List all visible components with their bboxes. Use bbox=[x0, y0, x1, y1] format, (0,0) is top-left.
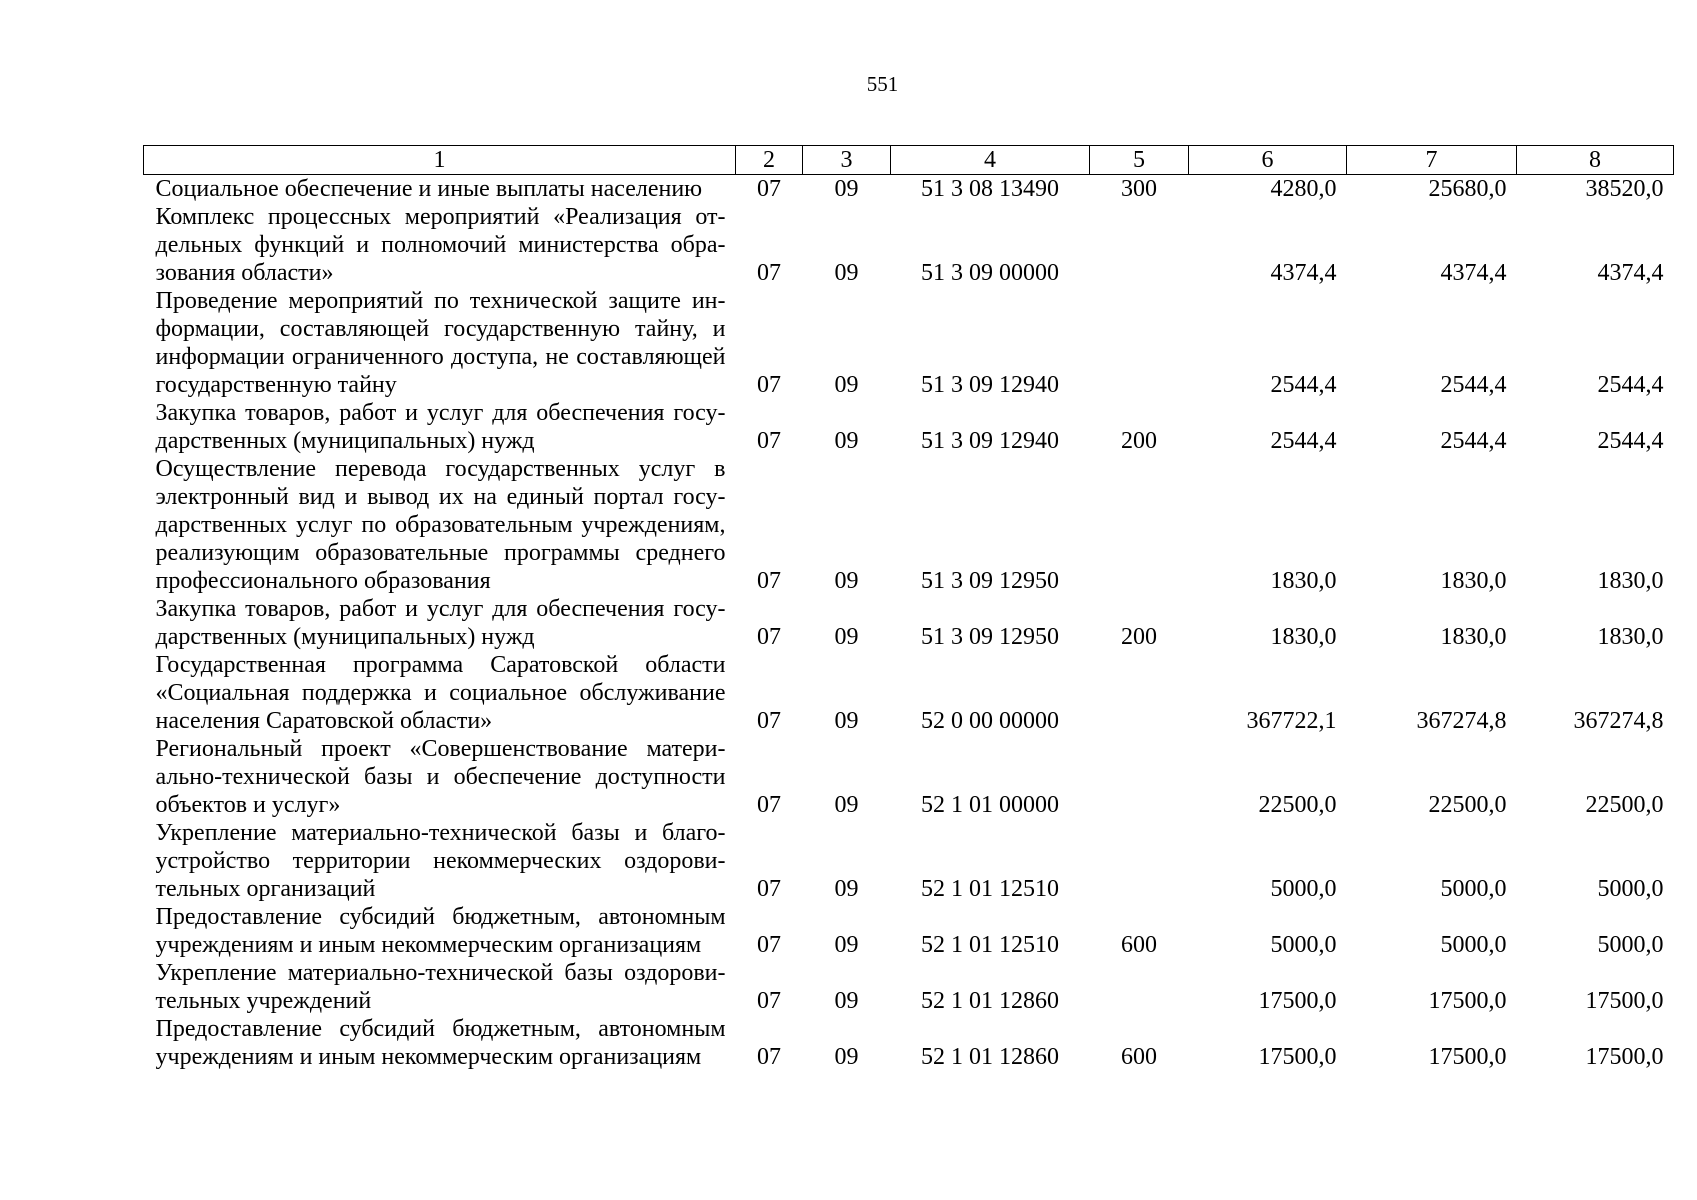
amount-year-3: 1830,0 bbox=[1597, 568, 1664, 594]
amount-year-1: 17500,0 bbox=[1258, 1044, 1337, 1070]
column-header-3: 3 bbox=[803, 146, 891, 175]
header-row bbox=[144, 146, 1674, 175]
subsection-code: 09 bbox=[834, 176, 859, 202]
expense-type-code: 300 bbox=[1121, 176, 1157, 202]
item-name-line: Проведение мероприятий по технической защите ин- bbox=[155, 288, 726, 314]
item-name-line: Комплекс процессных мероприятий «Реализация от- bbox=[155, 204, 726, 230]
item-name bbox=[144, 203, 736, 287]
subsection-code: 09 bbox=[834, 568, 859, 594]
amount-year-1: 22500,0 bbox=[1258, 792, 1337, 818]
amount-year-2: 4374,4 bbox=[1440, 260, 1507, 286]
budget-table bbox=[143, 145, 1674, 1071]
column-header-8: 8 bbox=[1517, 146, 1674, 175]
amount-year-1: 5000,0 bbox=[1270, 932, 1337, 958]
target-article-code: 51 3 09 00000 bbox=[921, 260, 1059, 286]
item-name-line: учреждениям и иным некоммерческим организациям bbox=[155, 932, 702, 958]
item-name-line: реализующим образовательные программы среднего bbox=[155, 540, 726, 566]
amount-year-3: 4374,4 bbox=[1597, 260, 1664, 286]
section-code: 07 bbox=[757, 568, 781, 594]
amount-year-1: 5000,0 bbox=[1270, 876, 1337, 902]
section-code: 07 bbox=[757, 260, 781, 286]
column-header-6: 6 bbox=[1189, 146, 1347, 175]
amount-year-1: 367722,1 bbox=[1246, 708, 1337, 734]
item-name bbox=[144, 819, 736, 903]
item-name-line: населения Саратовской области» bbox=[155, 708, 493, 734]
item-name-line: тельных организаций bbox=[155, 876, 376, 902]
amount-year-2: 22500,0 bbox=[1428, 792, 1507, 818]
amount-year-2: 5000,0 bbox=[1440, 876, 1507, 902]
table-row bbox=[144, 959, 1674, 1015]
column-header-1: 1 bbox=[144, 146, 736, 175]
item-name-line: дарственных услуг по образовательным учреждениям, bbox=[155, 512, 726, 538]
column-header-7: 7 bbox=[1347, 146, 1517, 175]
subsection-code: 09 bbox=[834, 428, 859, 454]
table-row bbox=[144, 455, 1674, 595]
table-row bbox=[144, 595, 1674, 651]
expense-type-code bbox=[1090, 651, 1189, 735]
item-name bbox=[144, 287, 736, 399]
expense-type-code: 600 bbox=[1121, 1044, 1157, 1070]
amount-year-1: 2544,4 bbox=[1270, 428, 1337, 454]
target-article-code: 51 3 09 12940 bbox=[921, 372, 1059, 398]
item-name-line: Осуществление перевода государственных услуг в bbox=[155, 456, 726, 482]
item-name-line: Закупка товаров, работ и услуг для обеспечения госу- bbox=[155, 400, 726, 426]
table-row bbox=[144, 903, 1674, 959]
table-row bbox=[144, 399, 1674, 455]
item-name-line: тельных учреждений bbox=[155, 988, 372, 1014]
section-code: 07 bbox=[757, 932, 781, 958]
item-name-line: электронный вид и вывод их на единый портал госу- bbox=[155, 484, 726, 510]
table-row bbox=[144, 175, 1674, 204]
section-code: 07 bbox=[757, 708, 781, 734]
item-name-line: Социальное обеспечение и иные выплаты населению bbox=[155, 176, 703, 202]
table-row bbox=[144, 203, 1674, 287]
table-row bbox=[144, 735, 1674, 819]
expense-type-code bbox=[1090, 959, 1189, 1015]
target-article-code: 52 1 01 12510 bbox=[921, 932, 1059, 958]
subsection-code: 09 bbox=[834, 988, 859, 1014]
target-article-code: 52 1 01 00000 bbox=[921, 792, 1059, 818]
table-body bbox=[144, 175, 1674, 1072]
item-name bbox=[144, 595, 736, 651]
subsection-code: 09 bbox=[834, 372, 859, 398]
expense-type-code: 200 bbox=[1121, 428, 1157, 454]
amount-year-3: 1830,0 bbox=[1597, 624, 1664, 650]
table-row bbox=[144, 651, 1674, 735]
expense-type-code bbox=[1090, 455, 1189, 595]
section-code: 07 bbox=[757, 372, 781, 398]
amount-year-2: 17500,0 bbox=[1428, 1044, 1507, 1070]
target-article-code: 51 3 09 12940 bbox=[921, 428, 1059, 454]
target-article-code: 52 0 00 00000 bbox=[921, 708, 1059, 734]
subsection-code: 09 bbox=[834, 1044, 859, 1070]
expense-type-code bbox=[1090, 203, 1189, 287]
target-article-code: 51 3 08 13490 bbox=[921, 176, 1059, 202]
item-name bbox=[144, 455, 736, 595]
item-name-line: Предоставление субсидий бюджетным, автономным bbox=[155, 1016, 726, 1042]
amount-year-1: 1830,0 bbox=[1270, 624, 1337, 650]
item-name-line: государственную тайну bbox=[155, 372, 397, 398]
item-name-line: формации, составляющей государственную тайну, и bbox=[155, 316, 726, 342]
item-name-line: устройство территории некоммерческих оздорови- bbox=[155, 848, 726, 874]
section-code: 07 bbox=[757, 988, 781, 1014]
amount-year-3: 17500,0 bbox=[1585, 1044, 1664, 1070]
amount-year-2: 2544,4 bbox=[1440, 428, 1507, 454]
amount-year-1: 1830,0 bbox=[1270, 568, 1337, 594]
amount-year-1: 2544,4 bbox=[1270, 372, 1337, 398]
item-name-line: Государственная программа Саратовской области bbox=[155, 652, 726, 678]
amount-year-2: 5000,0 bbox=[1440, 932, 1507, 958]
item-name-line: учреждениям и иным некоммерческим организациям bbox=[155, 1044, 702, 1070]
amount-year-2: 2544,4 bbox=[1440, 372, 1507, 398]
table-row bbox=[144, 1015, 1674, 1071]
target-article-code: 52 1 01 12860 bbox=[921, 1044, 1059, 1070]
item-name bbox=[144, 959, 736, 1015]
amount-year-3: 17500,0 bbox=[1585, 988, 1664, 1014]
amount-year-1: 17500,0 bbox=[1258, 988, 1337, 1014]
amount-year-1: 4374,4 bbox=[1270, 260, 1337, 286]
amount-year-3: 5000,0 bbox=[1597, 932, 1664, 958]
section-code: 07 bbox=[757, 428, 781, 454]
column-header-2: 2 bbox=[736, 146, 803, 175]
item-name-line: профессионального образования bbox=[155, 568, 491, 594]
item-name-line: Закупка товаров, работ и услуг для обеспечения госу- bbox=[155, 596, 726, 622]
section-code: 07 bbox=[757, 624, 781, 650]
item-name-line: информации ограниченного доступа, не составляющей bbox=[155, 344, 726, 370]
subsection-code: 09 bbox=[834, 932, 859, 958]
item-name-line: ально-технической базы и обеспечение доступности bbox=[155, 764, 726, 790]
subsection-code: 09 bbox=[834, 792, 859, 818]
item-name-line: объектов и услуг» bbox=[155, 792, 341, 818]
item-name-line: Укрепление материально-технической базы и благо- bbox=[155, 820, 726, 846]
amount-year-2: 367274,8 bbox=[1416, 708, 1507, 734]
amount-year-2: 1830,0 bbox=[1440, 568, 1507, 594]
subsection-code: 09 bbox=[834, 260, 859, 286]
expense-type-code bbox=[1090, 735, 1189, 819]
target-article-code: 51 3 09 12950 bbox=[921, 568, 1059, 594]
item-name-line: дарственных (муниципальных) нужд bbox=[155, 624, 535, 650]
item-name-line: Региональный проект «Совершенствование матери- bbox=[155, 736, 726, 762]
item-name-line: Укрепление материально-технической базы оздорови- bbox=[155, 960, 726, 986]
item-name-line: дельных функций и полномочий министерства обра- bbox=[155, 232, 726, 258]
section-code: 07 bbox=[757, 176, 781, 202]
amount-year-3: 22500,0 bbox=[1585, 792, 1664, 818]
page-number: 551 bbox=[866, 72, 899, 96]
amount-year-3: 2544,4 bbox=[1597, 372, 1664, 398]
target-article-code: 51 3 09 12950 bbox=[921, 624, 1059, 650]
expense-type-code: 600 bbox=[1121, 932, 1157, 958]
column-header-5: 5 bbox=[1090, 146, 1189, 175]
item-name-line: зования области» bbox=[155, 260, 334, 286]
subsection-code: 09 bbox=[834, 624, 859, 650]
table-row bbox=[144, 287, 1674, 399]
amount-year-3: 38520,0 bbox=[1585, 176, 1664, 202]
item-name bbox=[144, 175, 736, 204]
section-code: 07 bbox=[757, 876, 781, 902]
target-article-code: 52 1 01 12510 bbox=[921, 876, 1059, 902]
item-name bbox=[144, 903, 736, 959]
section-code: 07 bbox=[757, 1044, 781, 1070]
amount-year-2: 17500,0 bbox=[1428, 988, 1507, 1014]
table-row bbox=[144, 819, 1674, 903]
item-name-line: «Социальная поддержка и социальное обслуживание bbox=[155, 680, 726, 706]
item-name bbox=[144, 399, 736, 455]
amount-year-3: 5000,0 bbox=[1597, 876, 1664, 902]
expense-type-code bbox=[1090, 819, 1189, 903]
expense-type-code: 200 bbox=[1121, 624, 1157, 650]
amount-year-1: 4280,0 bbox=[1270, 176, 1337, 202]
amount-year-3: 2544,4 bbox=[1597, 428, 1664, 454]
section-code: 07 bbox=[757, 792, 781, 818]
amount-year-2: 25680,0 bbox=[1428, 176, 1507, 202]
expense-type-code bbox=[1090, 287, 1189, 399]
amount-year-2: 1830,0 bbox=[1440, 624, 1507, 650]
subsection-code: 09 bbox=[834, 876, 859, 902]
amount-year-3: 367274,8 bbox=[1573, 708, 1664, 734]
item-name-line: Предоставление субсидий бюджетным, автономным bbox=[155, 904, 726, 930]
item-name bbox=[144, 651, 736, 735]
item-name bbox=[144, 1015, 736, 1071]
subsection-code: 09 bbox=[834, 708, 859, 734]
item-name bbox=[144, 735, 736, 819]
column-header-4: 4 bbox=[891, 146, 1090, 175]
item-name-line: дарственных (муниципальных) нужд bbox=[155, 428, 535, 454]
target-article-code: 52 1 01 12860 bbox=[921, 988, 1059, 1014]
